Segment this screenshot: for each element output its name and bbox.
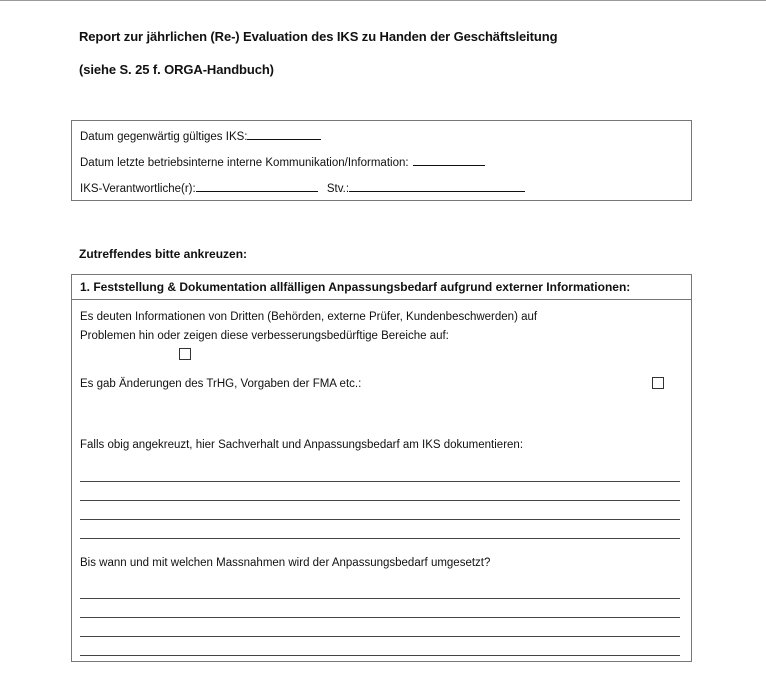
documentation-line[interactable] bbox=[80, 519, 680, 520]
deputy-field[interactable] bbox=[349, 181, 525, 192]
responsible-row bbox=[80, 181, 525, 195]
info-box bbox=[71, 120, 692, 201]
measures-line[interactable] bbox=[80, 636, 680, 637]
measures-line[interactable] bbox=[80, 598, 680, 599]
responsible-label: IKS-Verantwortliche(r): bbox=[80, 183, 196, 195]
date-iks-label: Datum gegenwärtig gültiges IKS: bbox=[80, 131, 248, 143]
measures-line[interactable] bbox=[80, 655, 680, 656]
date-iks-row bbox=[80, 129, 321, 143]
date-comm-field[interactable] bbox=[413, 155, 485, 166]
section-1-title: 1. Feststellung & Dokumentation allfälligen Anpassungsbedarf aufgrund externer Informationen: bbox=[80, 280, 631, 294]
measures-line[interactable] bbox=[80, 617, 680, 618]
question-2-checkbox[interactable] bbox=[652, 377, 664, 389]
question-1-text bbox=[80, 308, 640, 346]
section-1-box bbox=[71, 274, 692, 662]
date-iks-field[interactable] bbox=[247, 129, 321, 140]
documentation-line[interactable] bbox=[80, 481, 680, 482]
question-2-text: Es gab Änderungen des TrHG, Vorgaben der FMA etc.: bbox=[80, 378, 362, 390]
documentation-line[interactable] bbox=[80, 500, 680, 501]
date-comm-row bbox=[80, 155, 485, 169]
document-prompt: Falls obig angekreuzt, hier Sachverhalt und Anpassungsbedarf am IKS dokumentieren: bbox=[80, 439, 524, 451]
report-subtitle: (siehe S. 25 f. ORGA-Handbuch) bbox=[79, 62, 274, 77]
deputy-label: Stv.: bbox=[326, 183, 350, 195]
question-1-checkbox[interactable] bbox=[179, 348, 191, 360]
report-title: Report zur jährlichen (Re-) Evaluation des IKS zu Handen der Geschäftsleitung bbox=[79, 29, 558, 44]
section-1-header bbox=[72, 275, 691, 300]
measures-prompt: Bis wann und mit welchen Massnahmen wird der Anpassungsbedarf umgesetzt? bbox=[80, 557, 491, 569]
date-comm-label: Datum letzte betriebsinterne interne Kommunikation/Information: bbox=[80, 157, 409, 169]
instruction-label: Zutreffendes bitte ankreuzen: bbox=[79, 247, 248, 261]
question-1-line-1: Es deuten Informationen von Dritten (Behörden, externe Prüfer, Kundenbeschwerden) auf bbox=[80, 311, 538, 323]
page-top-border bbox=[0, 0, 766, 1]
documentation-line[interactable] bbox=[80, 538, 680, 539]
question-1-line-2: Problemen hin oder zeigen diese verbesserungsbedürftige Bereiche auf: bbox=[80, 330, 449, 342]
responsible-field[interactable] bbox=[196, 181, 318, 192]
